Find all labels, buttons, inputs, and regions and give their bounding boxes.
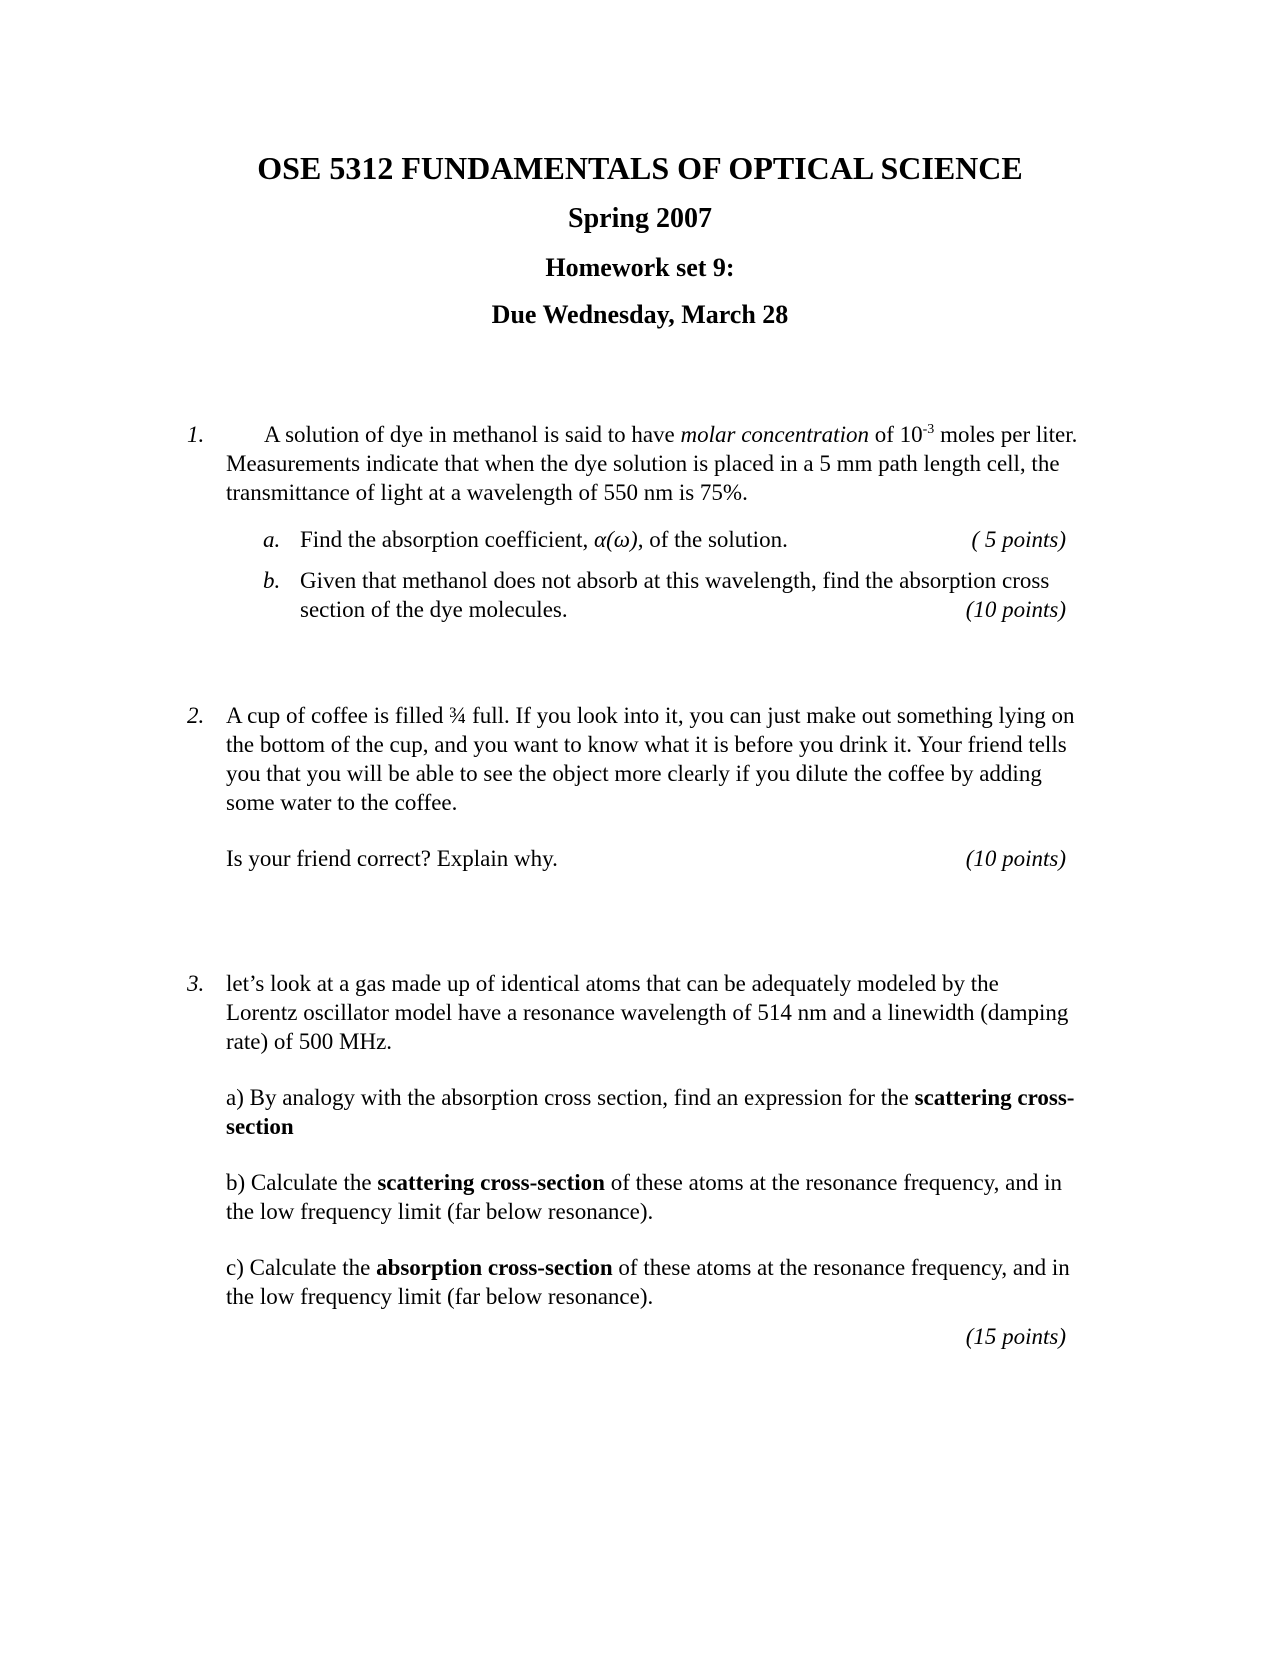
due-date-heading: Due Wednesday, March 28 [491, 300, 789, 329]
problem-1b-points: (10 points) [965, 597, 1066, 622]
problem-1a-points: ( 5 points) [971, 527, 1066, 552]
homework-heading: Homework set 9: [545, 253, 735, 282]
problem-1a-text [300, 525, 1070, 554]
problem-3b-text-part-2: of these atoms at the resonance frequency, and in the low frequency limit (far below resonance). [226, 1170, 1063, 1224]
semester-heading: Spring 2007 [568, 203, 712, 234]
problem-3-intro: let’s look at a gas made up of identical atoms that can be adequately modeled by the Lorentz oscillator model have a resonance wavelength of 514 nm and a linewidth (damping rate) of 500 MHz. [226, 971, 1069, 1054]
problem-2-points: (10 points) [965, 846, 1066, 871]
problem-1-intro-part-1: A solution of dye in methanol is said to have [264, 422, 681, 447]
problem-1-intro-part-2: of 10 [868, 422, 923, 447]
exponent: -3 [922, 422, 935, 437]
problem-1-intro-part-3: moles per liter. Measurements indicate that when the dye solution is placed in a 5 mm path length cell, the transmittance of light at a wavelength of 550 nm is 75%. [226, 422, 1078, 505]
problem-3b-text-part-1: b) Calculate the [226, 1170, 378, 1195]
problem-3b-text [226, 1168, 1086, 1226]
problem-3-number: 3. [187, 971, 205, 996]
problem-3c-text-part-2: of these atoms at the resonance frequency, and in the low frequency limit (far below resonance). [226, 1255, 1070, 1309]
alpha-omega-symbol: α(ω) [594, 527, 638, 552]
problem-3-points: (15 points) [965, 1324, 1066, 1349]
scattering-cross-section-term-b: scattering cross-section [377, 1170, 605, 1195]
problem-3c-text [226, 1253, 1086, 1311]
problem-3a-text-part-1: a) By analogy with the absorption cross section, find an expression for the [226, 1085, 915, 1110]
problem-3c-text-part-1: c) Calculate the [226, 1255, 377, 1280]
problem-1a-text-part-2: , of the solution. [637, 527, 788, 552]
absorption-cross-section-term: absorption cross-section [376, 1255, 613, 1280]
problem-2-text: A cup of coffee is filled ¾ full. If you look into it, you can just make out something lying on the bottom of the cup, and you want to know what it is before you drink it. Your friend tells you that you will be able to see the object more clearly if you dilute the coffee by adding some water to the coffee. [226, 703, 1075, 815]
problem-1-number: 1. [187, 422, 205, 447]
molar-concentration-term: molar concentration [680, 422, 869, 447]
problem-1b-label: b. [263, 568, 281, 593]
problem-3a-text [226, 1083, 1106, 1141]
problem-1a-label: a. [263, 527, 281, 552]
scattering-cross-section-term: scattering cross-section [226, 1085, 1075, 1139]
problem-1a-text-part-1: Find the absorption coefficient, [300, 527, 595, 552]
problem-2-question: Is your friend correct? Explain why. [226, 846, 558, 871]
course-title: OSE 5312 FUNDAMENTALS OF OPTICAL SCIENCE [257, 150, 1023, 186]
problem-1b-text: Given that methanol does not absorb at this wavelength, find the absorption cross section of the dye molecules. [300, 568, 1050, 622]
problem-1-intro [226, 420, 1086, 507]
problem-2-number: 2. [187, 703, 205, 728]
